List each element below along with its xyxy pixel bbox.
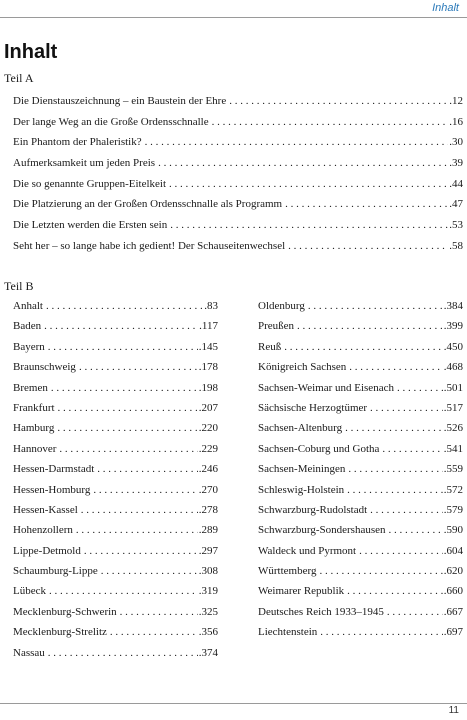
toc-entry [258,541,463,561]
toc-entry-title: Frankfurt [13,401,55,414]
dot-leader [285,194,448,215]
toc-entry-page: .30 [449,136,463,149]
toc-entry [258,459,463,479]
toc-entry-title: Württemberg [258,565,317,578]
dot-leader [44,316,198,336]
toc-entry-page: .270 [198,483,218,496]
toc-entry-title: Weimarer Republik [258,585,345,598]
toc-entry-page: .450 [443,340,463,353]
dot-leader [93,480,197,500]
dot-leader [212,112,449,133]
toc-entry [258,337,463,357]
dot-leader [49,581,198,601]
toc-entry-title: Hannover [13,442,57,455]
toc-entry-page: .58 [449,239,463,252]
toc-entry-title: Waldeck und Pyrmont [258,544,357,557]
dot-leader [284,337,443,357]
toc-entry-page: .178 [198,361,218,374]
toc-entry-title: Anhalt [13,300,43,312]
toc-entry [13,581,218,601]
toc-entry [13,91,463,112]
toc-entry-title: Hessen-Kassel [13,503,78,516]
toc-entry-page: .47 [449,198,463,211]
toc-entry [258,378,463,398]
toc-entry-page: .541 [443,442,463,455]
toc-entry [13,337,218,357]
toc-entry-title: Hamburg [13,422,55,435]
toc-entry [13,215,463,236]
toc-entry-title: Schwarzburg-Sondershausen [258,524,386,537]
toc-entry-title: Oldenburg [258,300,305,312]
toc-entry-page: .44 [449,177,463,190]
toc-entry-title: Lippe-Detmold [13,544,81,557]
section-label-teil-b: Teil B [4,279,34,293]
toc-entry [13,480,218,500]
toc-entry [13,439,218,459]
toc-entry-title: Braunschweig [13,361,76,374]
toc-entry [13,296,218,316]
dot-leader [320,622,442,642]
dot-leader [169,174,448,195]
toc-entry-page: .468 [443,361,463,374]
dot-leader [145,132,449,153]
toc-entry-page: .399 [443,320,463,333]
toc-entry-page: .289 [198,524,218,537]
toc-entry [13,602,218,622]
dot-leader [58,398,198,418]
toc-entry [13,357,218,377]
dot-leader [348,459,442,479]
toc-entry-page: .308 [198,565,218,578]
toc-entry-title: Schleswig-Holstein [258,483,345,496]
dot-leader [170,215,448,236]
toc-entry [13,622,218,642]
toc-entry-page: .572 [443,483,463,496]
toc-entry-page: .83 [204,300,218,312]
toc-entry-page: .604 [443,544,463,557]
toc-entry-page: .559 [443,463,463,476]
toc-entry-title: Sachsen-Coburg und Gotha [258,442,380,455]
toc-entry-title: Reuß [258,340,282,353]
toc-entry-title: Die so genannte Gruppen-Eitelkeit [13,177,167,190]
toc-entry [13,153,463,174]
toc-entry [258,439,463,459]
toc-entry-title: Preußen [258,320,295,333]
toc-entry-title: Sachsen-Altenburg [258,422,343,435]
toc-entry [258,520,463,540]
toc-entry-page: .16 [449,115,463,128]
toc-list-teil-b-right [258,296,463,643]
toc-entry [13,398,218,418]
dot-leader [97,459,197,479]
toc-entry-title: Ein Phantom der Phaleristik? [13,136,142,149]
toc-entry-title: Schaumburg-Lippe [13,565,98,578]
toc-entry-page: .198 [198,381,218,394]
toc-entry [13,500,218,520]
toc-entry-page: .697 [443,626,463,639]
toc-entry-page: .501 [443,381,463,394]
toc-entry [13,174,463,195]
toc-entry [258,316,463,336]
dot-leader [120,602,198,622]
dot-leader [76,520,198,540]
dot-leader [370,398,443,418]
dot-leader [110,622,198,642]
toc-entry-page: .660 [443,585,463,598]
toc-entry-title: Seht her – so lange habe ich gedient! Der Schauseitenwechsel [13,239,286,252]
toc-entry-page: .319 [198,585,218,598]
toc-entry [258,622,463,642]
dot-leader [229,91,448,112]
toc-entry-title: Lübeck [13,585,46,598]
toc-entry-title: Mecklenburg-Schwerin [13,605,117,618]
dot-leader [370,500,443,520]
dot-leader [288,236,448,257]
toc-entry-page: .526 [443,422,463,435]
toc-entry [258,500,463,520]
dot-leader [84,541,198,561]
toc-list-teil-b-left [13,296,218,663]
toc-entry-page: .590 [443,524,463,537]
dot-leader [101,561,198,581]
toc-entry-page: .384 [443,300,463,312]
toc-entry-title: Die Dienstauszeichnung – ein Baustein der Ehre [13,95,227,107]
toc-entry-title: Sachsen-Weimar und Eisenach [258,381,394,394]
toc-entry-title: Die Platzierung an der Großen Ordensschnalle als Programm [13,198,283,211]
dot-leader [81,500,198,520]
toc-entry-page: .579 [443,503,463,516]
toc-entry [258,480,463,500]
toc-entry-title: Mecklenburg-Strelitz [13,626,107,639]
toc-entry [258,357,463,377]
toc-entry-title: Aufmerksamkeit um jeden Preis [13,157,156,170]
toc-entry-title: Bremen [13,381,48,394]
toc-entry [13,520,218,540]
toc-entry-page: .297 [198,544,218,557]
dot-leader [389,520,443,540]
toc-entry-title: Baden [13,320,42,333]
dot-leader [319,561,442,581]
dot-leader [345,418,443,438]
dot-leader [59,439,197,459]
dot-leader [51,378,198,398]
toc-entry-title: Die Letzten werden die Ersten sein [13,219,168,232]
toc-entry-title: Hohenzollern [13,524,73,537]
toc-entry-title: Bayern [13,340,45,353]
toc-entry-page: .278 [198,503,218,516]
toc-entry [13,112,463,133]
page-number: 11 [448,705,459,716]
dot-leader [57,418,197,438]
toc-entry [258,296,463,316]
toc-entry-page: .620 [443,565,463,578]
toc-entry-page: .145 [198,340,218,353]
toc-entry [258,418,463,438]
toc-entry-title: Sachsen-Meiningen [258,463,346,476]
toc-entry [13,418,218,438]
running-header [0,0,467,18]
toc-entry [13,132,463,153]
toc-entry-page: .53 [449,219,463,232]
dot-leader [48,643,198,663]
toc-entry-page: .356 [198,626,218,639]
toc-entry-page: .325 [198,605,218,618]
toc-entry-page: .517 [443,401,463,414]
toc-entry [258,581,463,601]
toc-entry-page: .374 [198,646,218,659]
toc-entry [13,236,463,257]
toc-entry-page: .117 [199,320,218,333]
footer-rule [0,703,467,704]
toc-entry [13,541,218,561]
toc-entry [13,194,463,215]
dot-leader [349,357,442,377]
dot-leader [158,153,448,174]
dot-leader [397,378,443,398]
toc-entry-page: .229 [198,442,218,455]
running-head-text: Inhalt [432,2,459,14]
toc-entry-page: .12 [449,95,463,107]
toc-entry-page: .667 [443,605,463,618]
toc-entry-page: .207 [198,401,218,414]
toc-list-teil-a [13,91,463,257]
toc-entry [13,561,218,581]
dot-leader [308,296,443,316]
toc-entry-page: .246 [198,463,218,476]
toc-entry [13,459,218,479]
toc-entry-title: Deutsches Reich 1933–1945 [258,605,384,618]
toc-entry-title: Sächsische Herzogtümer [258,401,368,414]
toc-entry-title: Der lange Weg an die Große Ordensschnalle [13,115,209,128]
page-title: Inhalt [4,41,58,63]
toc-entry-title: Nassau [13,646,45,659]
toc-entry-title: Schwarzburg-Rudolstadt [258,503,368,516]
dot-leader [387,602,443,622]
section-label-teil-a: Teil A [4,71,34,85]
toc-entry-page: .220 [198,422,218,435]
toc-entry [258,398,463,418]
toc-entry-title: Hessen-Darmstadt [13,463,95,476]
dot-leader [297,316,443,336]
toc-entry-page: .39 [449,157,463,170]
dot-leader [359,541,443,561]
dot-leader [79,357,198,377]
dot-leader [347,480,443,500]
toc-entry [13,643,218,663]
toc-entry-title: Liechtenstein [258,626,318,639]
toc-entry [258,602,463,622]
toc-entry-title: Königreich Sachsen [258,361,347,374]
toc-entry [13,378,218,398]
dot-leader [48,337,198,357]
toc-entry [258,561,463,581]
dot-leader [347,581,443,601]
toc-entry-title: Hessen-Homburg [13,483,91,496]
dot-leader [46,296,203,316]
toc-entry [13,316,218,336]
dot-leader [382,439,442,459]
